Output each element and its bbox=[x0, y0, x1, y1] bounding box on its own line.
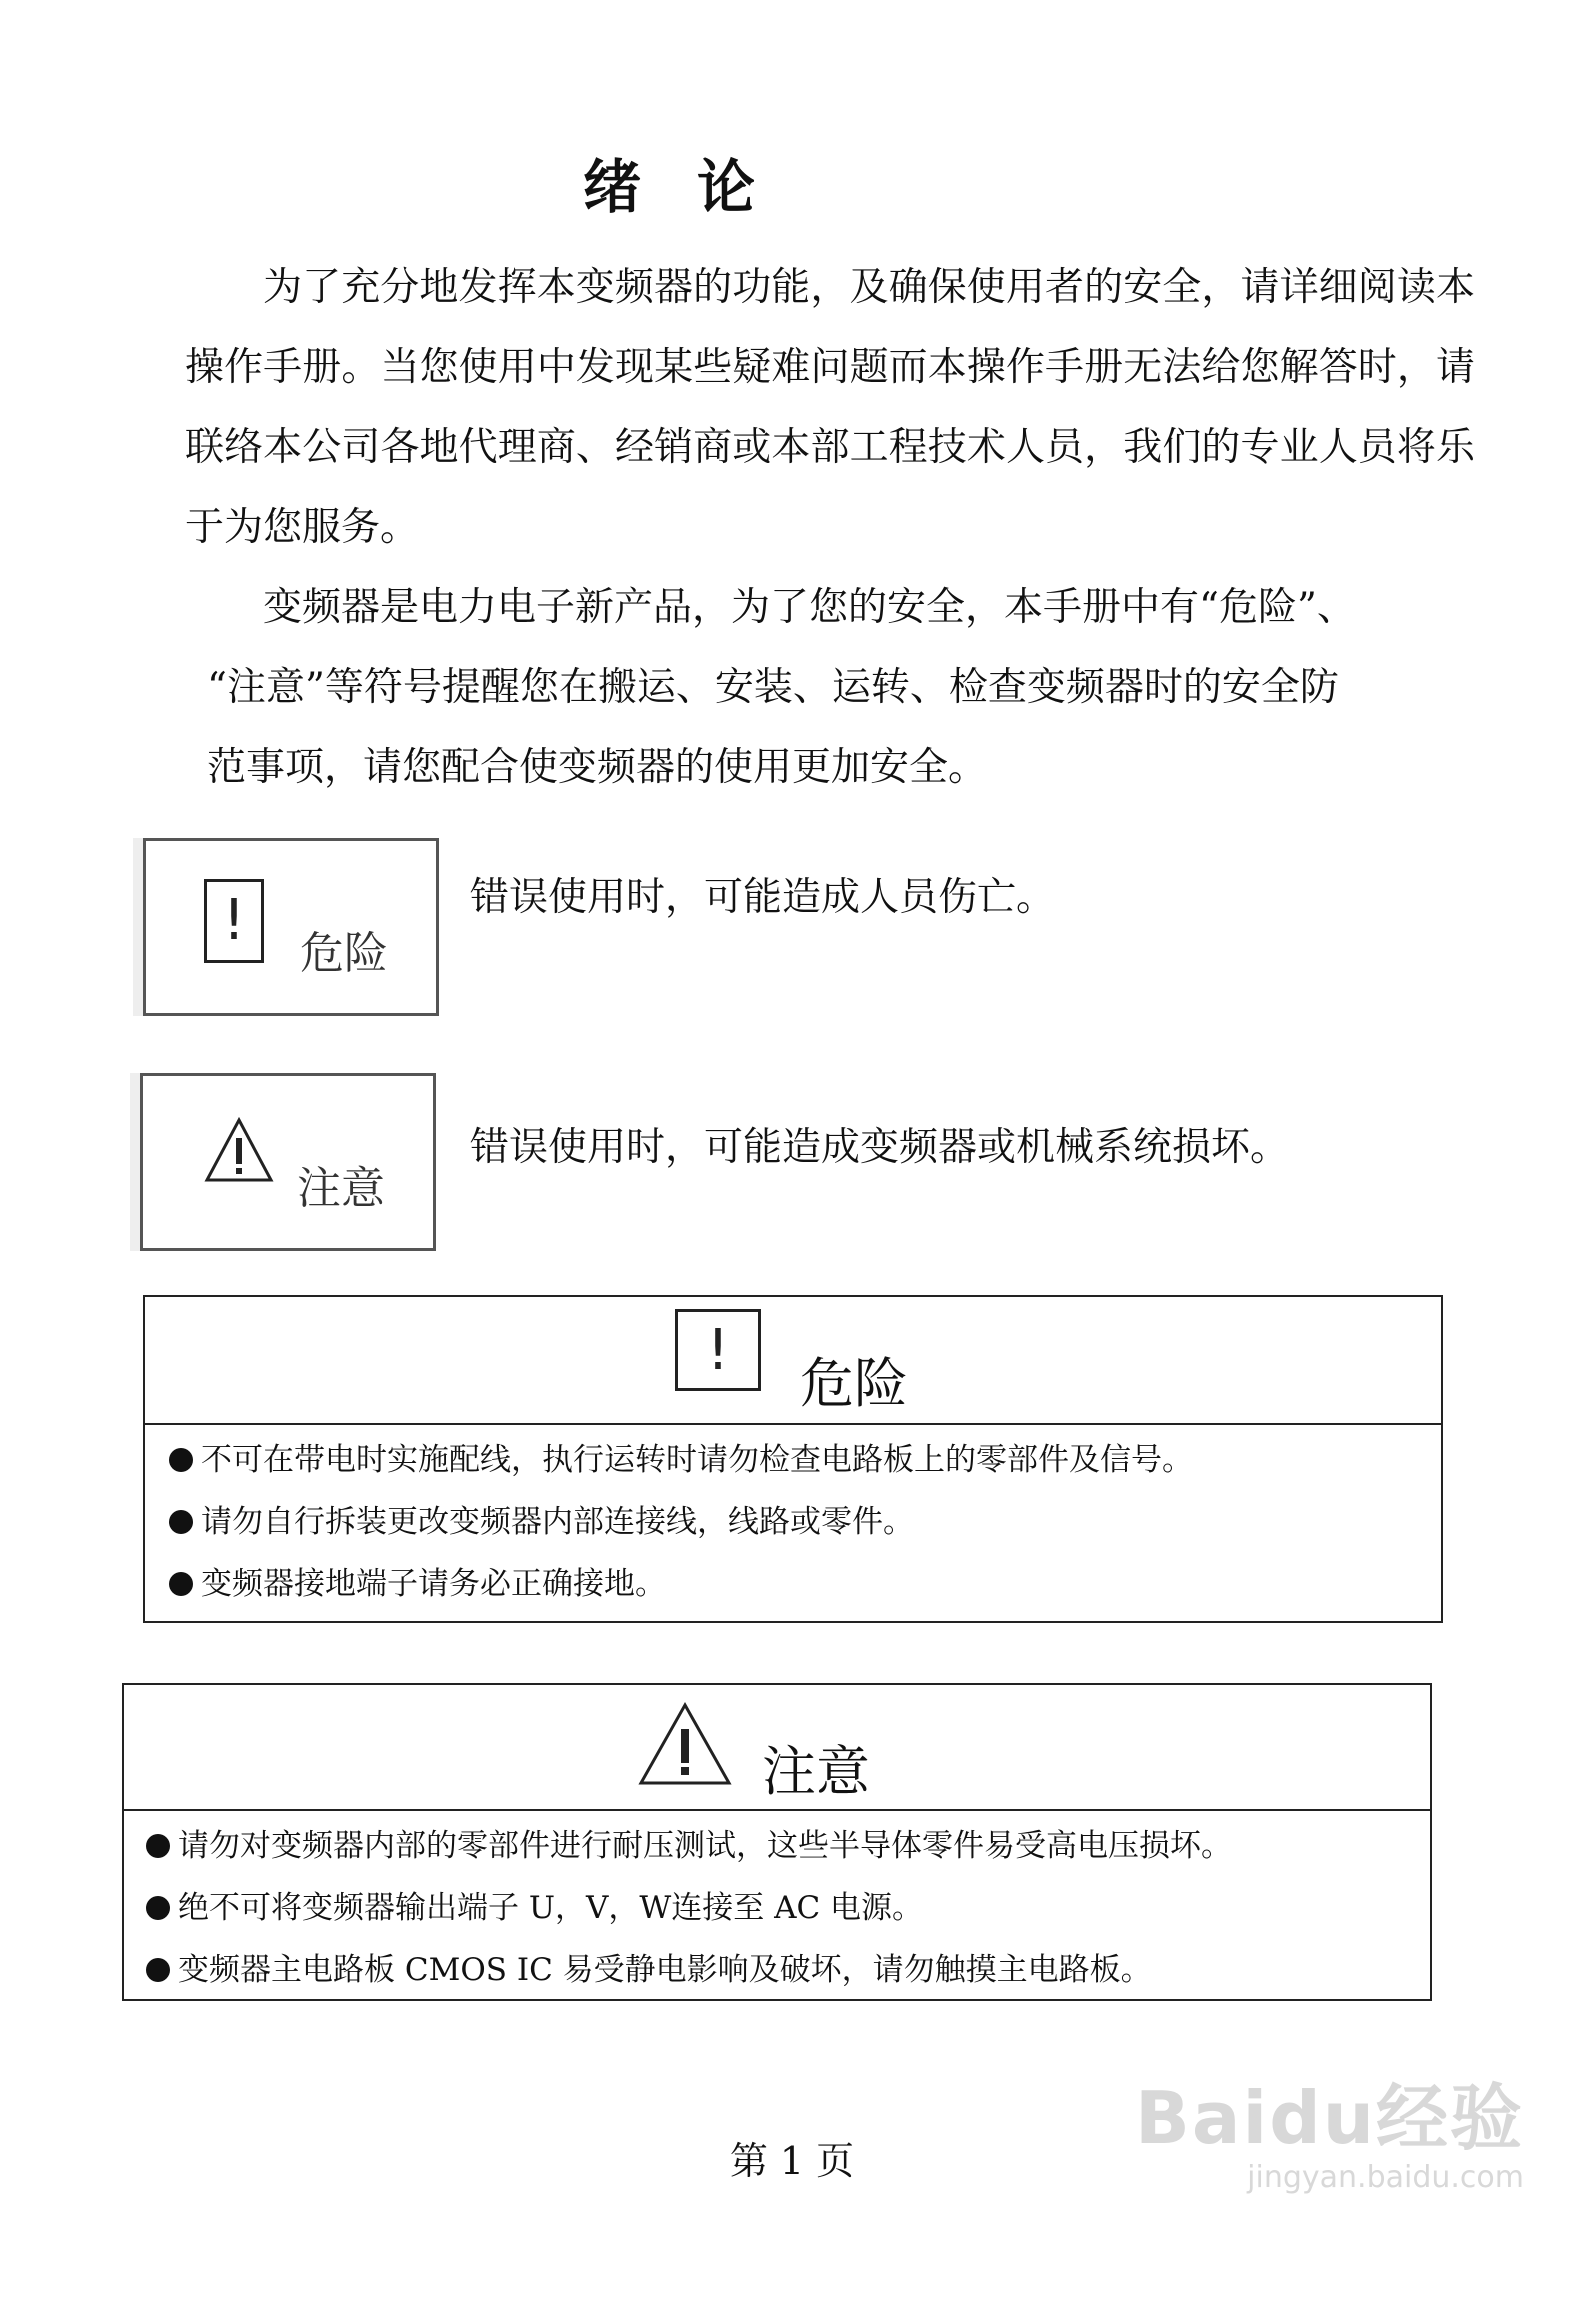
bullet-icon bbox=[169, 1572, 193, 1596]
danger-sign-label: 危险 bbox=[300, 928, 388, 979]
danger-sign-description: 错误使用时，可能造成人员伤亡。 bbox=[470, 875, 1056, 920]
caution-panel-header bbox=[124, 1685, 1430, 1811]
watermark bbox=[1135, 2060, 1524, 2195]
bullet-icon bbox=[146, 1896, 170, 1920]
intro-text-2-line-1: 变频器是电力电子新产品，为了您的安全，本手册中有“危险”、 bbox=[263, 585, 1356, 630]
warning-triangle-icon bbox=[637, 1701, 733, 1787]
danger-list bbox=[145, 1425, 1441, 1615]
danger-panel bbox=[143, 1295, 1443, 1623]
bullet-icon bbox=[169, 1448, 193, 1472]
caution-panel-title: 注意 bbox=[762, 1740, 870, 1803]
watermark-url: jingyan.baidu.com bbox=[1247, 2160, 1524, 2195]
caution-sign-label: 注意 bbox=[297, 1163, 385, 1214]
page-number: 第 1 页 bbox=[729, 2139, 855, 2183]
list-item: 变频器主电路板 CMOS IC 易受静电影响及破坏，请勿触摸主电路板。 bbox=[124, 1939, 1430, 2001]
caution-panel bbox=[122, 1683, 1432, 2001]
intro-text-2-line-3: 范事项，请您配合使变频器的使用更加安全。 bbox=[207, 745, 988, 790]
exclamation-icon: ! bbox=[204, 879, 264, 963]
bullet-icon bbox=[146, 1834, 170, 1858]
caution-sign-description: 错误使用时，可能造成变频器或机械系统损坏。 bbox=[470, 1125, 1290, 1170]
list-item: 请勿对变频器内部的零部件进行耐压测试，这些半导体零件易受高电压损坏。 bbox=[124, 1815, 1430, 1877]
list-item: 不可在带电时实施配线，执行运转时请勿检查电路板上的零部件及信号。 bbox=[145, 1429, 1441, 1491]
intro-text-1: 为了充分地发挥本变频器的功能，及确保使用者的安全，请详细阅读本操作手册。当您使用中发现某些疑难问题而本操作手册无法给您解答时，请联络本公司各地代理商、经销商或本部工程技术人员，我们的专业人员将乐于为您服务。 bbox=[185, 265, 1475, 550]
caution-sign bbox=[140, 1073, 436, 1251]
caution-list bbox=[124, 1811, 1430, 2001]
danger-panel-title: 危险 bbox=[800, 1352, 908, 1415]
list-item: 请勿自行拆装更改变频器内部连接线，线路或零件。 bbox=[145, 1491, 1441, 1553]
intro-text-2-line-2: “注意”等符号提醒您在搬运、安装、运转、检查变频器时的安全防 bbox=[207, 665, 1339, 710]
list-item: 变频器接地端子请务必正确接地。 bbox=[145, 1553, 1441, 1615]
watermark-logo: Baidu经验 bbox=[1135, 2076, 1524, 2160]
intro-paragraph-1 bbox=[185, 248, 1475, 568]
bullet-icon bbox=[146, 1958, 170, 1982]
danger-panel-header bbox=[145, 1297, 1441, 1425]
bullet-icon bbox=[169, 1510, 193, 1534]
danger-sign bbox=[143, 838, 439, 1016]
intro-paragraph-2 bbox=[185, 568, 1475, 808]
list-item: 绝不可将变频器输出端子 U，V，W连接至 AC 电源。 bbox=[124, 1877, 1430, 1939]
exclamation-icon: ! bbox=[675, 1309, 761, 1391]
warning-triangle-icon bbox=[203, 1116, 275, 1184]
page-title: 绪论 bbox=[582, 153, 811, 221]
